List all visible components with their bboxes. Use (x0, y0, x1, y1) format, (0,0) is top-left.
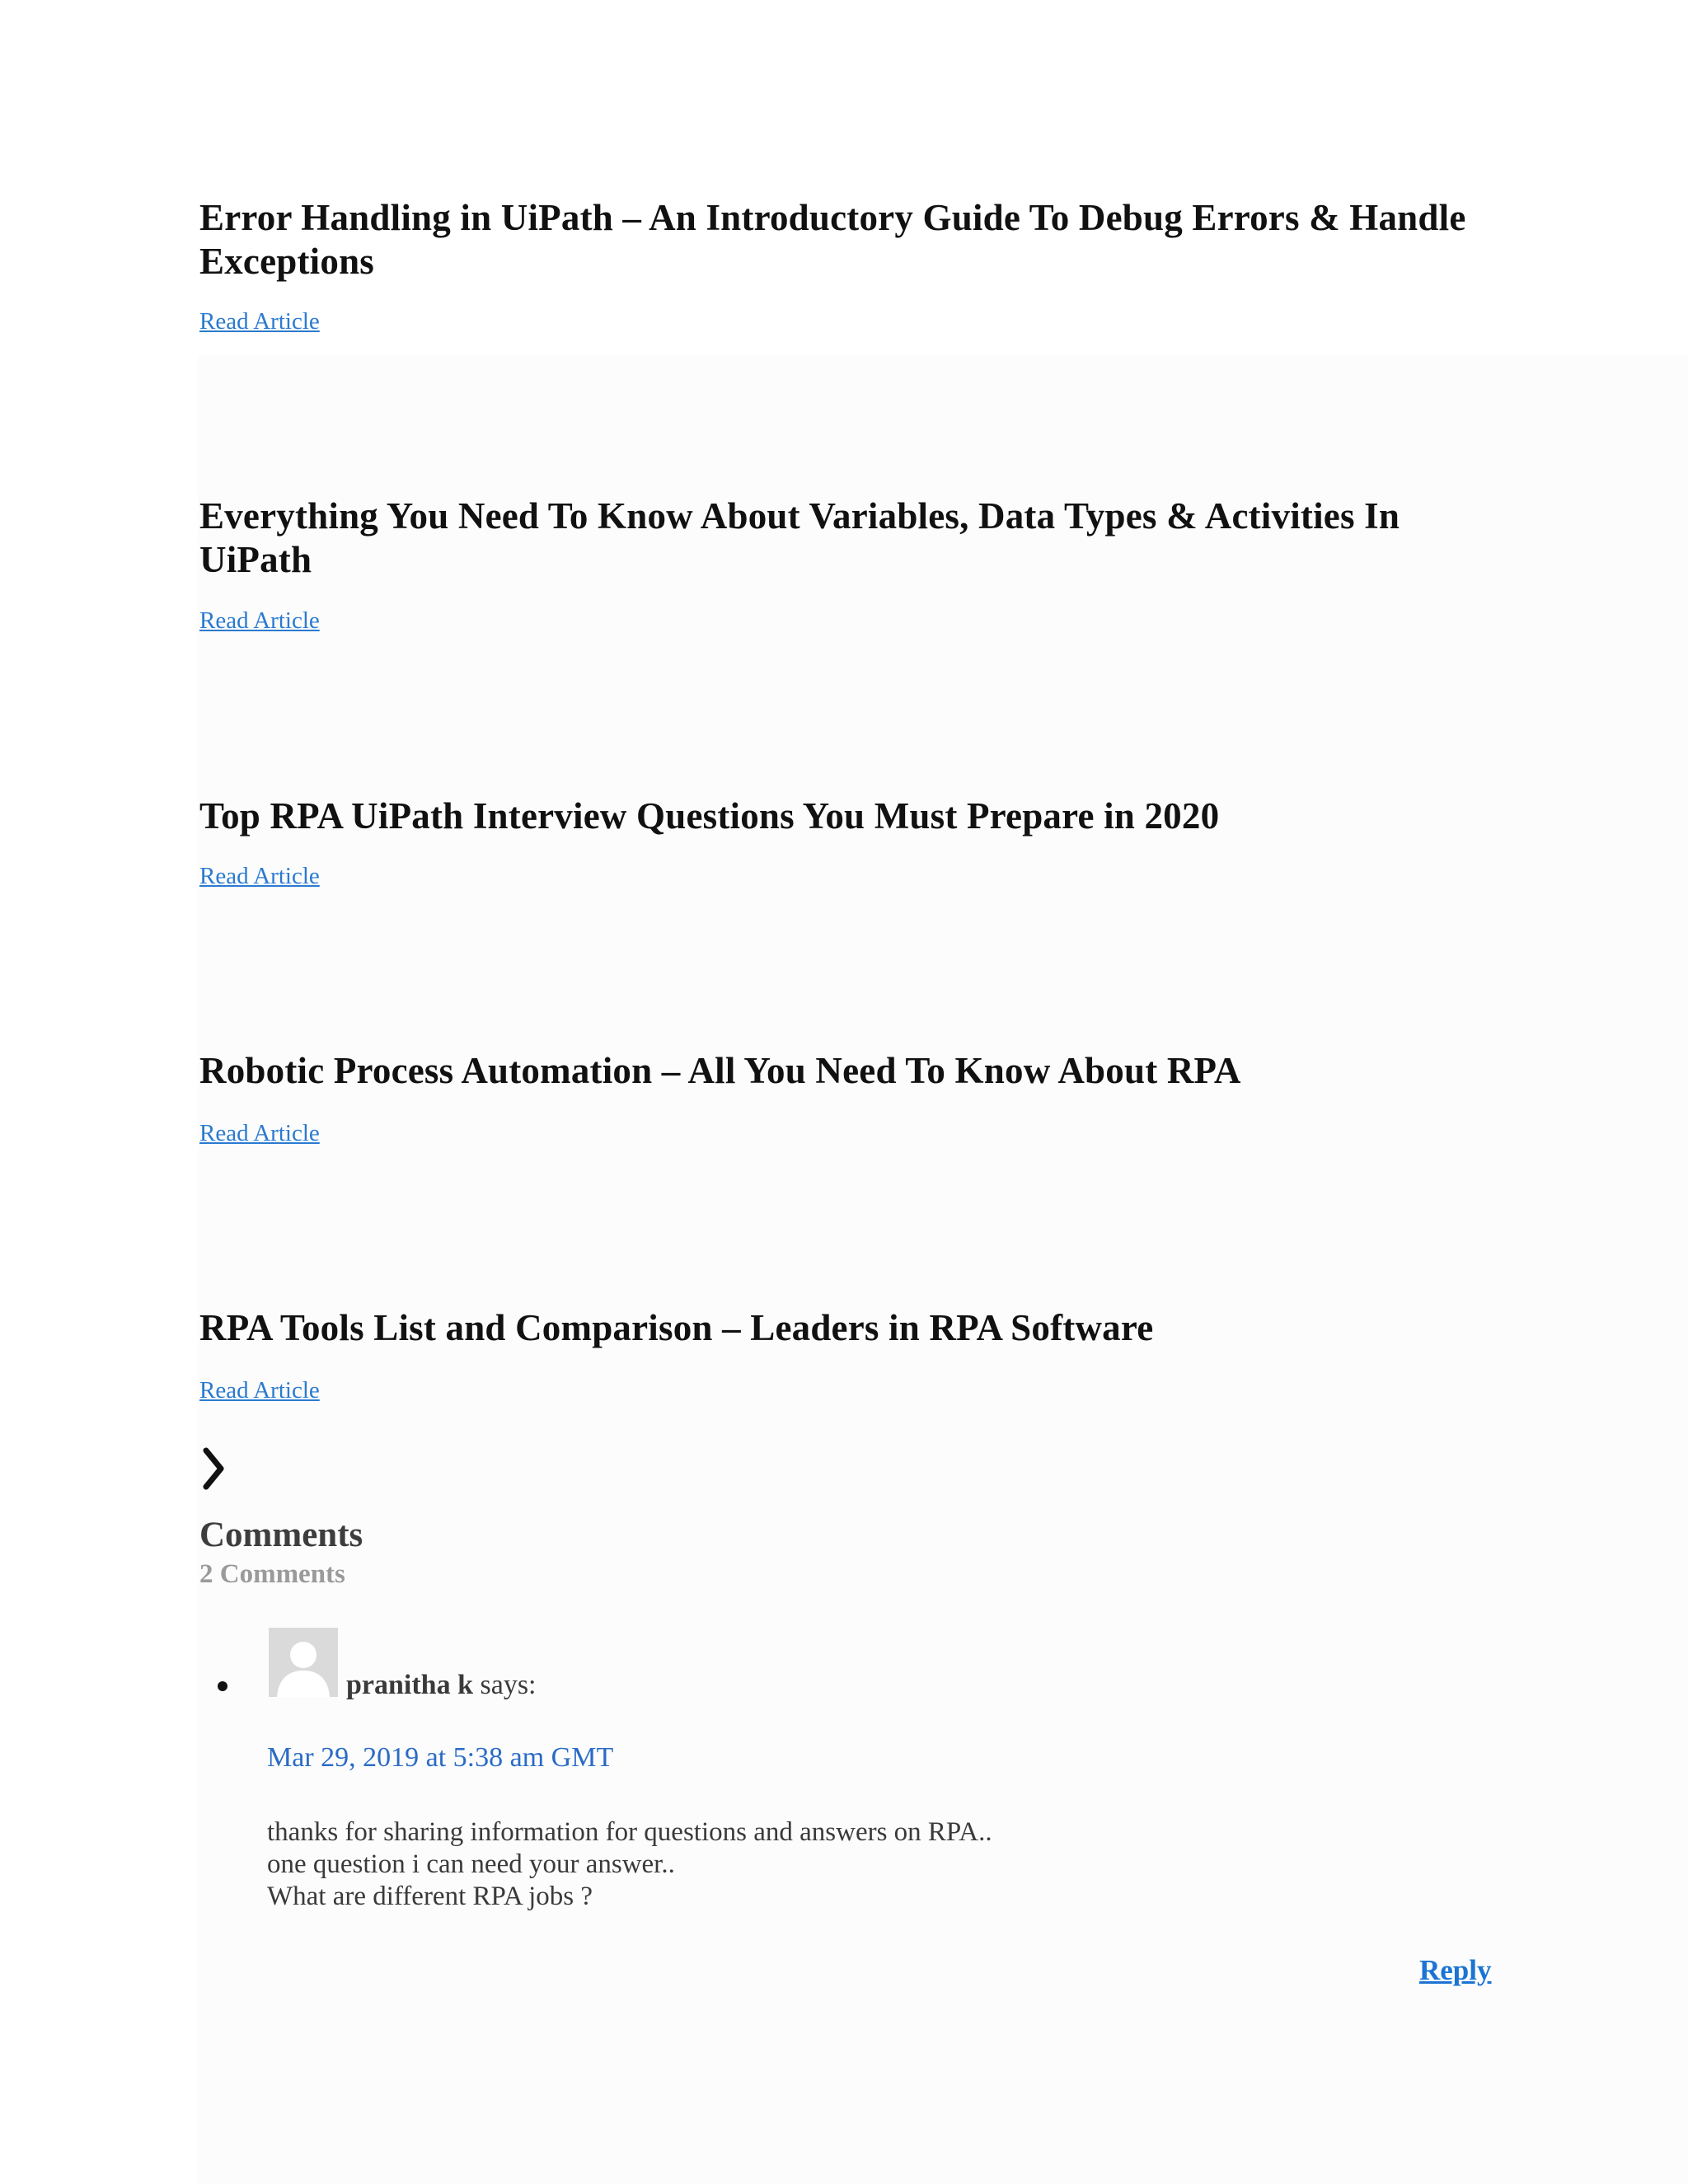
related-article-1 (199, 196, 1518, 335)
article-title: Robotic Process Automation – All You Need To Know About RPA (199, 1050, 1241, 1091)
comments-count: 2 Comments (199, 1559, 345, 1589)
comment-says: says: (480, 1670, 537, 1700)
comment-line: thanks for sharing information for questions and answers on RPA.. (267, 1817, 992, 1847)
article-title: Error Handling in UiPath – An Introductory Guide To Debug Errors & Handle Exceptions (199, 197, 1466, 282)
read-article-link[interactable]: Read Article (199, 308, 320, 335)
article-title: Top RPA UiPath Interview Questions You Must Prepare in 2020 (199, 795, 1220, 837)
article-title: Everything You Need To Know About Variables, Data Types & Activities In UiPath (199, 495, 1400, 580)
article-title: RPA Tools List and Comparison – Leaders in RPA Software (199, 1307, 1154, 1348)
related-article-3 (199, 794, 1518, 890)
related-article-5 (199, 1306, 1518, 1404)
related-article-4 (199, 1049, 1518, 1147)
comment-author: pranitha k (346, 1670, 473, 1700)
comment-date-link[interactable]: Mar 29, 2019 at 5:38 am GMT (267, 1742, 614, 1773)
read-article-link[interactable]: Read Article (199, 607, 320, 634)
read-article-link[interactable]: Read Article (199, 1377, 320, 1404)
chevron-right-icon[interactable] (198, 1444, 231, 1493)
comment-author-line (346, 1668, 537, 1703)
list-bullet (218, 1681, 227, 1691)
related-article-2 (199, 494, 1518, 635)
read-article-link[interactable]: Read Article (199, 863, 320, 889)
comment-body (267, 1816, 1421, 1913)
read-article-link[interactable]: Read Article (199, 1120, 320, 1146)
comment-line: one question i can need your answer.. (267, 1849, 675, 1879)
comment-line: What are different RPA jobs ? (267, 1882, 593, 1911)
avatar-placeholder-icon (269, 1628, 338, 1697)
reply-button[interactable]: Reply (1419, 1954, 1492, 1986)
comments-heading: Comments (199, 1516, 363, 1554)
